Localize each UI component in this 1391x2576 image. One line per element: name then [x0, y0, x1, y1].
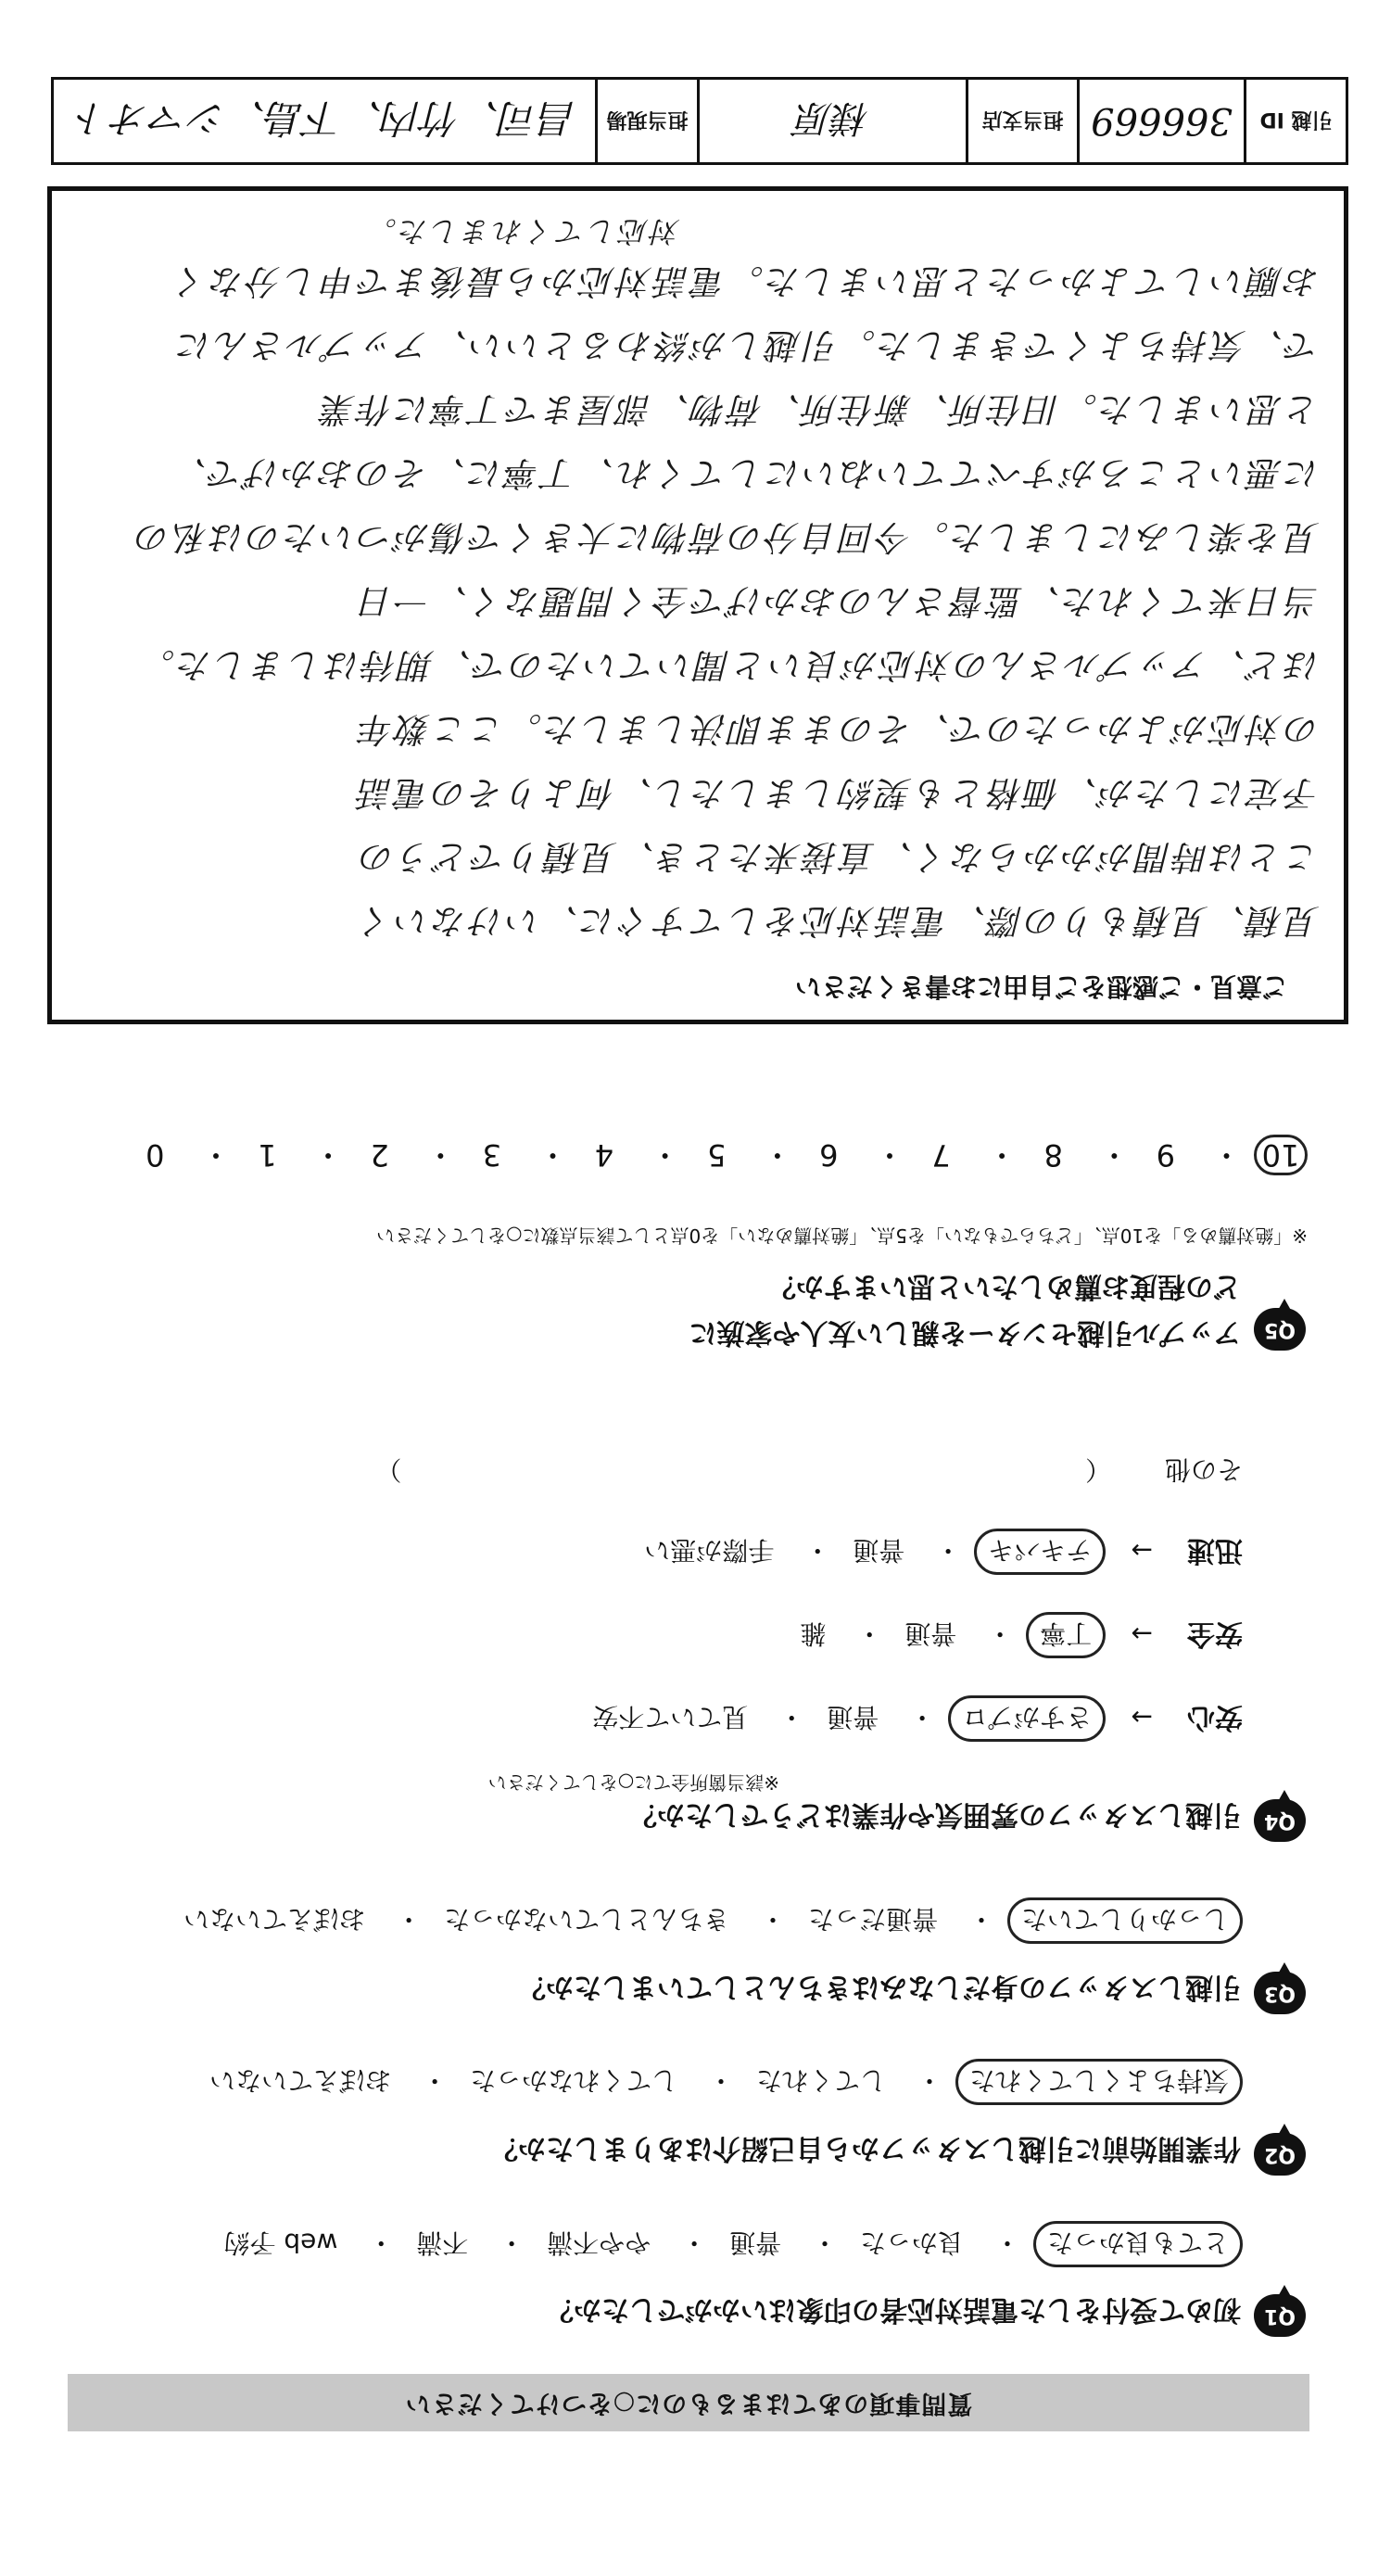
q4-option[interactable]: 普通 — [853, 1535, 905, 1566]
branch-label: 担当支店 — [981, 108, 1064, 131]
q5-badge: Q5 — [1254, 1308, 1306, 1351]
score-option[interactable]: 5 — [706, 1137, 727, 1173]
comment-line: ことは時間がかからなく、直接来たとき、見積りでどうの — [358, 837, 1320, 877]
comment-line: 予定にしたが、価格とも契約しましたし、何よりその電話 — [356, 773, 1320, 813]
q4-row-anzen: 安全 → 丁寧・ 普通・ 雑 — [790, 1612, 1243, 1658]
score-option-selected[interactable]: 10 — [1254, 1135, 1308, 1175]
q4-row-anshin: 安心 → さすがプロ・ 普通・ 見ていて不安 — [583, 1695, 1243, 1742]
comment-line: 見を楽しみにしました。今回自分の荷物に大きくで傷がついたのは私の — [133, 517, 1320, 557]
comment-line: ほど、アップルさんの対応が良いと聞いていたので、期待はしました。 — [137, 645, 1320, 685]
score-option[interactable]: 3 — [482, 1137, 501, 1173]
score-option[interactable]: 4 — [594, 1137, 614, 1173]
q4-note: ※該当箇所全てに○をしてください — [487, 1771, 779, 1794]
q4-option-selected[interactable]: さすがプロ — [948, 1695, 1106, 1742]
q4-option[interactable]: 見ていて不安 — [592, 1702, 749, 1732]
q4-row-label: 迅速 — [1187, 1534, 1243, 1567]
comment-title: ご意見・ご感想をご自由にお書きください — [794, 971, 1288, 1002]
q4-option[interactable]: 手際が悪い — [644, 1535, 775, 1566]
staff-value: 昌司、竹内、下島、シマオト — [71, 95, 578, 142]
score-option[interactable]: 2 — [370, 1137, 389, 1173]
q2-options: 気持ちよくしてくれた・ してくれた・ してくれなかった・ おぼえていない — [200, 2059, 1243, 2105]
score-option[interactable]: 9 — [1156, 1137, 1176, 1173]
q3-badge: Q3 — [1254, 1972, 1306, 2014]
comment-line: で、気持ちよくできました。引越しが終わるといい、アップルさんに — [174, 325, 1320, 365]
q3-option[interactable]: おぼえていない — [183, 1904, 366, 1935]
score-option[interactable]: 8 — [1043, 1137, 1063, 1173]
q3-option[interactable]: 普通だった — [808, 1904, 939, 1935]
q4-other-row — [75, 1453, 1243, 1490]
q4-other-close-paren: ） — [375, 1454, 402, 1485]
comment-handwriting — [69, 212, 1320, 953]
score-option[interactable]: 7 — [931, 1137, 951, 1173]
q2-option[interactable]: してくれた — [756, 2065, 887, 2096]
q4-option[interactable]: 普通 — [904, 1618, 957, 1649]
q2-option[interactable]: してくれなかった — [470, 2065, 678, 2096]
q5-note: ※「絶対薦める」を10点、「どちらでもない」を5点、「絶対薦めない」を0点として該当点数に○をしてください — [376, 1225, 1308, 1247]
comment-box[interactable] — [47, 186, 1348, 1024]
q3-question: 引越しスタッフの身だしなみはきちんとしていましたか？ — [518, 1971, 1241, 2003]
q4-row-label: 安全 — [1187, 1618, 1243, 1650]
q1-option[interactable]: 良かった — [860, 2227, 965, 2258]
q1-question: 初めて受付をした電話対応者の印象はいかがでしたか？ — [546, 2293, 1241, 2326]
staff-label-cell — [595, 80, 697, 162]
comment-line: 当日来てくれた、監督さんのおかげで全く問題なく、一日 — [356, 581, 1320, 621]
arrow-icon: → — [1131, 1618, 1153, 1649]
q4-other-open-paren: （ — [1085, 1454, 1112, 1485]
q1-option[interactable]: web 予約 — [223, 2227, 338, 2258]
q5-question-line1: アップル引越センターを親しい友人や家族に — [689, 1316, 1241, 1349]
q3-option-selected[interactable]: しっかりしていた — [1007, 1897, 1243, 1944]
q3-option[interactable]: きちんとしていなかった — [444, 1904, 730, 1935]
q1-option[interactable]: 普通 — [729, 2227, 782, 2258]
q4-option-selected[interactable]: 丁寧 — [1026, 1612, 1106, 1658]
q4-row-jinsoku: 迅速 → テキパキ・ 普通・ 手際が悪い — [635, 1529, 1243, 1575]
comment-line: と思いました。旧住所、新住所、荷物、部屋まで丁寧に作業 — [319, 389, 1320, 429]
q2-option[interactable]: おぼえていない — [209, 2065, 392, 2096]
q5-question-line2: どの程度お薦めしたいと思いますか？ — [768, 1270, 1241, 1302]
q4-other-label: その他 — [1164, 1454, 1243, 1485]
score-option[interactable]: 1 — [258, 1137, 277, 1173]
q4-badge: Q4 — [1254, 1799, 1306, 1842]
q4-option-selected[interactable]: テキパキ — [974, 1529, 1106, 1575]
q4-option[interactable]: 普通 — [827, 1702, 879, 1732]
score-option[interactable]: 6 — [819, 1137, 839, 1173]
id-label-cell — [1244, 80, 1346, 162]
q4-question: 引越しスタッフの雰囲気や作業はどうでしたか？ — [629, 1798, 1241, 1831]
q2-badge: Q2 — [1254, 2133, 1306, 2176]
id-value-cell — [1077, 80, 1244, 162]
info-table — [51, 77, 1348, 165]
q1-option-selected[interactable]: とても良かった — [1033, 2221, 1243, 2267]
comment-line: 見積、見積もりの際、電話対応をしてすぐに、いけないく — [356, 901, 1320, 941]
branch-value-cell — [697, 80, 966, 162]
q1-badge: Q1 — [1254, 2294, 1306, 2337]
instruction-text: 質問事項のあてはまるものに○をつけてください — [404, 2389, 973, 2417]
staff-label: 担当現場 — [606, 108, 689, 131]
id-label: 引越 ID — [1259, 108, 1333, 131]
q5-score-scale: 10・ 9・ 8・ 7・ 6・ 5・ 4・ 3・ 2・ 1・ 0 — [47, 1135, 1308, 1178]
arrow-icon: → — [1131, 1535, 1153, 1566]
q2-question: 作業開始前に引越しスタッフから自己紹介はありましたか？ — [490, 2132, 1241, 2164]
staff-value-cell — [54, 80, 595, 162]
comment-line: の対応がよかったので、そのまま即決しました。ここ数年 — [356, 709, 1320, 749]
q4-option[interactable]: 雑 — [800, 1618, 827, 1649]
q1-option[interactable]: 不満 — [416, 2227, 469, 2258]
q4-row-label: 安心 — [1187, 1701, 1243, 1733]
branch-label-cell — [966, 80, 1077, 162]
q1-option[interactable]: やや不満 — [547, 2227, 651, 2258]
q1-options: とても良かった・ 良かった・ 普通・ やや不満・ 不満・ web 予約 — [215, 2221, 1244, 2267]
id-value: 366669 — [1091, 99, 1233, 143]
arrow-icon: → — [1131, 1702, 1153, 1732]
q2-option-selected[interactable]: 気持ちよくしてくれた — [955, 2059, 1243, 2105]
score-option[interactable]: 0 — [145, 1137, 165, 1173]
q3-options: しっかりしていた・ 普通だった・ きちんとしていなかった・ おぼえていない — [174, 1897, 1243, 1944]
branch-value: 様原 — [795, 96, 870, 139]
instruction-banner — [68, 2374, 1309, 2431]
comment-line: お願いしてよかったと思いました。電話対応から最後まで申し分なく — [171, 261, 1320, 301]
comment-line: 対応してくれました。 — [365, 214, 680, 247]
comment-line: に悪いところがすべてていねいにしてくれ、丁寧に、そのおかげで、 — [170, 453, 1320, 493]
